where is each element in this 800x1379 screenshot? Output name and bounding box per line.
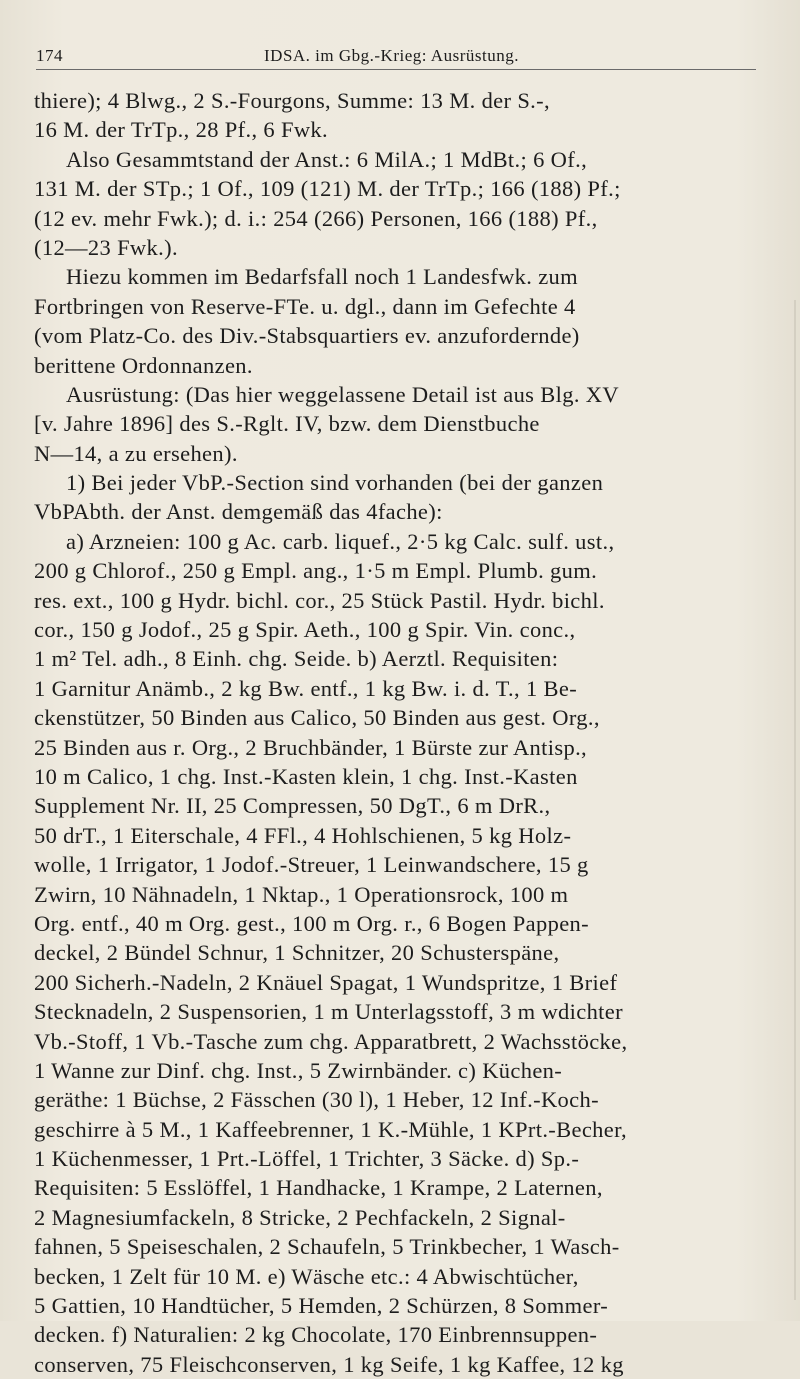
text-line: 1 m² Tel. adh., 8 Einh. chg. Seide. b) Aerztl. Requisiten:: [34, 646, 559, 672]
text-line: Fortbringen von Reserve-FTe. u. dgl., dann im Gefechte 4: [34, 293, 576, 319]
page-edge-shadow: [794, 300, 796, 1300]
text-line: 16 M. der TrTp., 28 Pf., 6 Fwk.: [34, 117, 329, 143]
text-line: 2 Magnesiumfackeln, 8 Stricke, 2 Pechfackeln, 2 Signal-: [34, 1204, 566, 1230]
text-line: Also Gesammtstand der Anst.: 6 MilA.; 1 MdBt.; 6 Of.,: [66, 146, 588, 172]
text-line: a) Arzneien: 100 g Ac. carb. liquef., 2·5 kg Calc. sulf. ust.,: [66, 528, 615, 554]
text-line: deckel, 2 Bündel Schnur, 1 Schnitzer, 20 Schusterspäne,: [34, 940, 560, 966]
text-line: Supplement Nr. II, 25 Compressen, 50 DgT., 6 m DrR.,: [34, 793, 551, 819]
text-line: (12 ev. mehr Fwk.); d. i.: 254 (266) Personen, 166 (188) Pf.,: [34, 205, 598, 231]
text-line: thiere); 4 Blwg., 2 S.-Fourgons, Summe: 13 M. der S.-,: [34, 88, 550, 113]
text-line: 25 Binden aus r. Org., 2 Bruchbänder, 1 Bürste zur Antisp.,: [34, 734, 588, 760]
text-line: decken. f) Naturalien: 2 kg Chocolate, 170 Einbrennsuppen-: [34, 1322, 598, 1348]
section-heading-line: Ausrüstung: (Das hier weggelassene Detail ist aus Blg. XV: [66, 381, 619, 407]
text-line: 200 g Chlorof., 250 g Empl. ang., 1·5 m Empl. Plumb. gum.: [34, 558, 598, 584]
text-line: becken, 1 Zelt für 10 M. e) Wäsche etc.: 4 Abwischtücher,: [34, 1263, 579, 1289]
text-line: cor., 150 g Jodof., 25 g Spir. Aeth., 100 g Spir. Vin. conc.,: [34, 617, 576, 643]
text-line: geräthe: 1 Büchse, 2 Fässchen (30 l), 1 Heber, 12 Inf.-Koch-: [34, 1087, 599, 1113]
text-line: Hiezu kommen im Bedarfsfall noch 1 Landesfwk. zum: [66, 264, 579, 290]
body-text: [34, 86, 764, 1379]
text-line: Requisiten: 5 Esslöffel, 1 Handhacke, 1 Krampe, 2 Laternen,: [34, 1175, 603, 1201]
text-line: 1 Wanne zur Dinf. chg. Inst., 5 Zwirnbänder. c) Küchen-: [34, 1057, 563, 1083]
text-line: Stecknadeln, 2 Suspensorien, 1 m Unterlagsstoff, 3 m wdichter: [34, 999, 623, 1025]
text-line: 200 Sicherh.-Nadeln, 2 Knäuel Spagat, 1 Wundspritze, 1 Brief: [34, 969, 618, 995]
text-line: 1) Bei jeder VbP.-Section sind vorhanden (bei der ganzen: [66, 470, 604, 496]
text-line: conserven, 75 Fleischconserven, 1 kg Seife, 1 kg Kaffee, 12 kg: [34, 1351, 624, 1377]
page-number: 174: [36, 46, 63, 65]
text-line: Vb.-Stoff, 1 Vb.-Tasche zum chg. Apparatbrett, 2 Wachsstöcke,: [34, 1028, 628, 1054]
running-title: IDSA. im Gbg.-Krieg: Ausrüstung.: [264, 46, 519, 65]
text-line: wolle, 1 Irrigator, 1 Jodof.-Streuer, 1 Leinwandschere, 15 g: [34, 852, 589, 878]
text-line: ckenstützer, 50 Binden aus Calico, 50 Binden aus gest. Org.,: [34, 705, 600, 731]
text-line: 5 Gattien, 10 Handtücher, 5 Hemden, 2 Schürzen, 8 Sommer-: [34, 1293, 609, 1319]
text-line: Zwirn, 10 Nähnadeln, 1 Nktap., 1 Operationsrock, 100 m: [34, 881, 569, 907]
text-line: (12—23 Fwk.).: [34, 234, 178, 260]
text-line: (vom Platz-Co. des Div.-Stabsquartiers ev. anzufordernde): [34, 323, 580, 349]
text-line: 1 Garnitur Anämb., 2 kg Bw. entf., 1 kg Bw. i. d. T., 1 Be-: [34, 675, 578, 701]
text-line: berittene Ordonnanzen.: [34, 352, 253, 378]
text-line: 1 Küchenmesser, 1 Prt.-Löffel, 1 Trichter, 3 Säcke. d) Sp.-: [34, 1146, 580, 1172]
text-line: fahnen, 5 Speiseschalen, 2 Schaufeln, 5 Trinkbecher, 1 Wasch-: [34, 1234, 620, 1260]
text-line: 10 m Calico, 1 chg. Inst.-Kasten klein, 1 chg. Inst.-Kasten: [34, 763, 578, 789]
text-line: 131 M. der STp.; 1 Of., 109 (121) M. der TrTp.; 166 (188) Pf.;: [34, 176, 621, 202]
text-line: geschirre à 5 M., 1 Kaffeebrenner, 1 K.-Mühle, 1 KPrt.-Becher,: [34, 1116, 628, 1142]
text-line: VbPAbth. der Anst. demgemäß das 4fache):: [34, 499, 443, 525]
page-header: [36, 40, 756, 70]
header-rule: [36, 69, 756, 70]
text-line: Org. entf., 40 m Org. gest., 100 m Org. r., 6 Bogen Pappen-: [34, 910, 589, 936]
text-line: [v. Jahre 1896] des S.-Rglt. IV, bzw. dem Dienstbuche: [34, 411, 540, 437]
text-line: res. ext., 100 g Hydr. bichl. cor., 25 Stück Pastil. Hydr. bichl.: [34, 587, 605, 613]
text-line: N—14, a zu ersehen).: [34, 440, 238, 466]
text-line: 50 drT., 1 Eiterschale, 4 FFl., 4 Hohlschienen, 5 kg Holz-: [34, 822, 572, 848]
